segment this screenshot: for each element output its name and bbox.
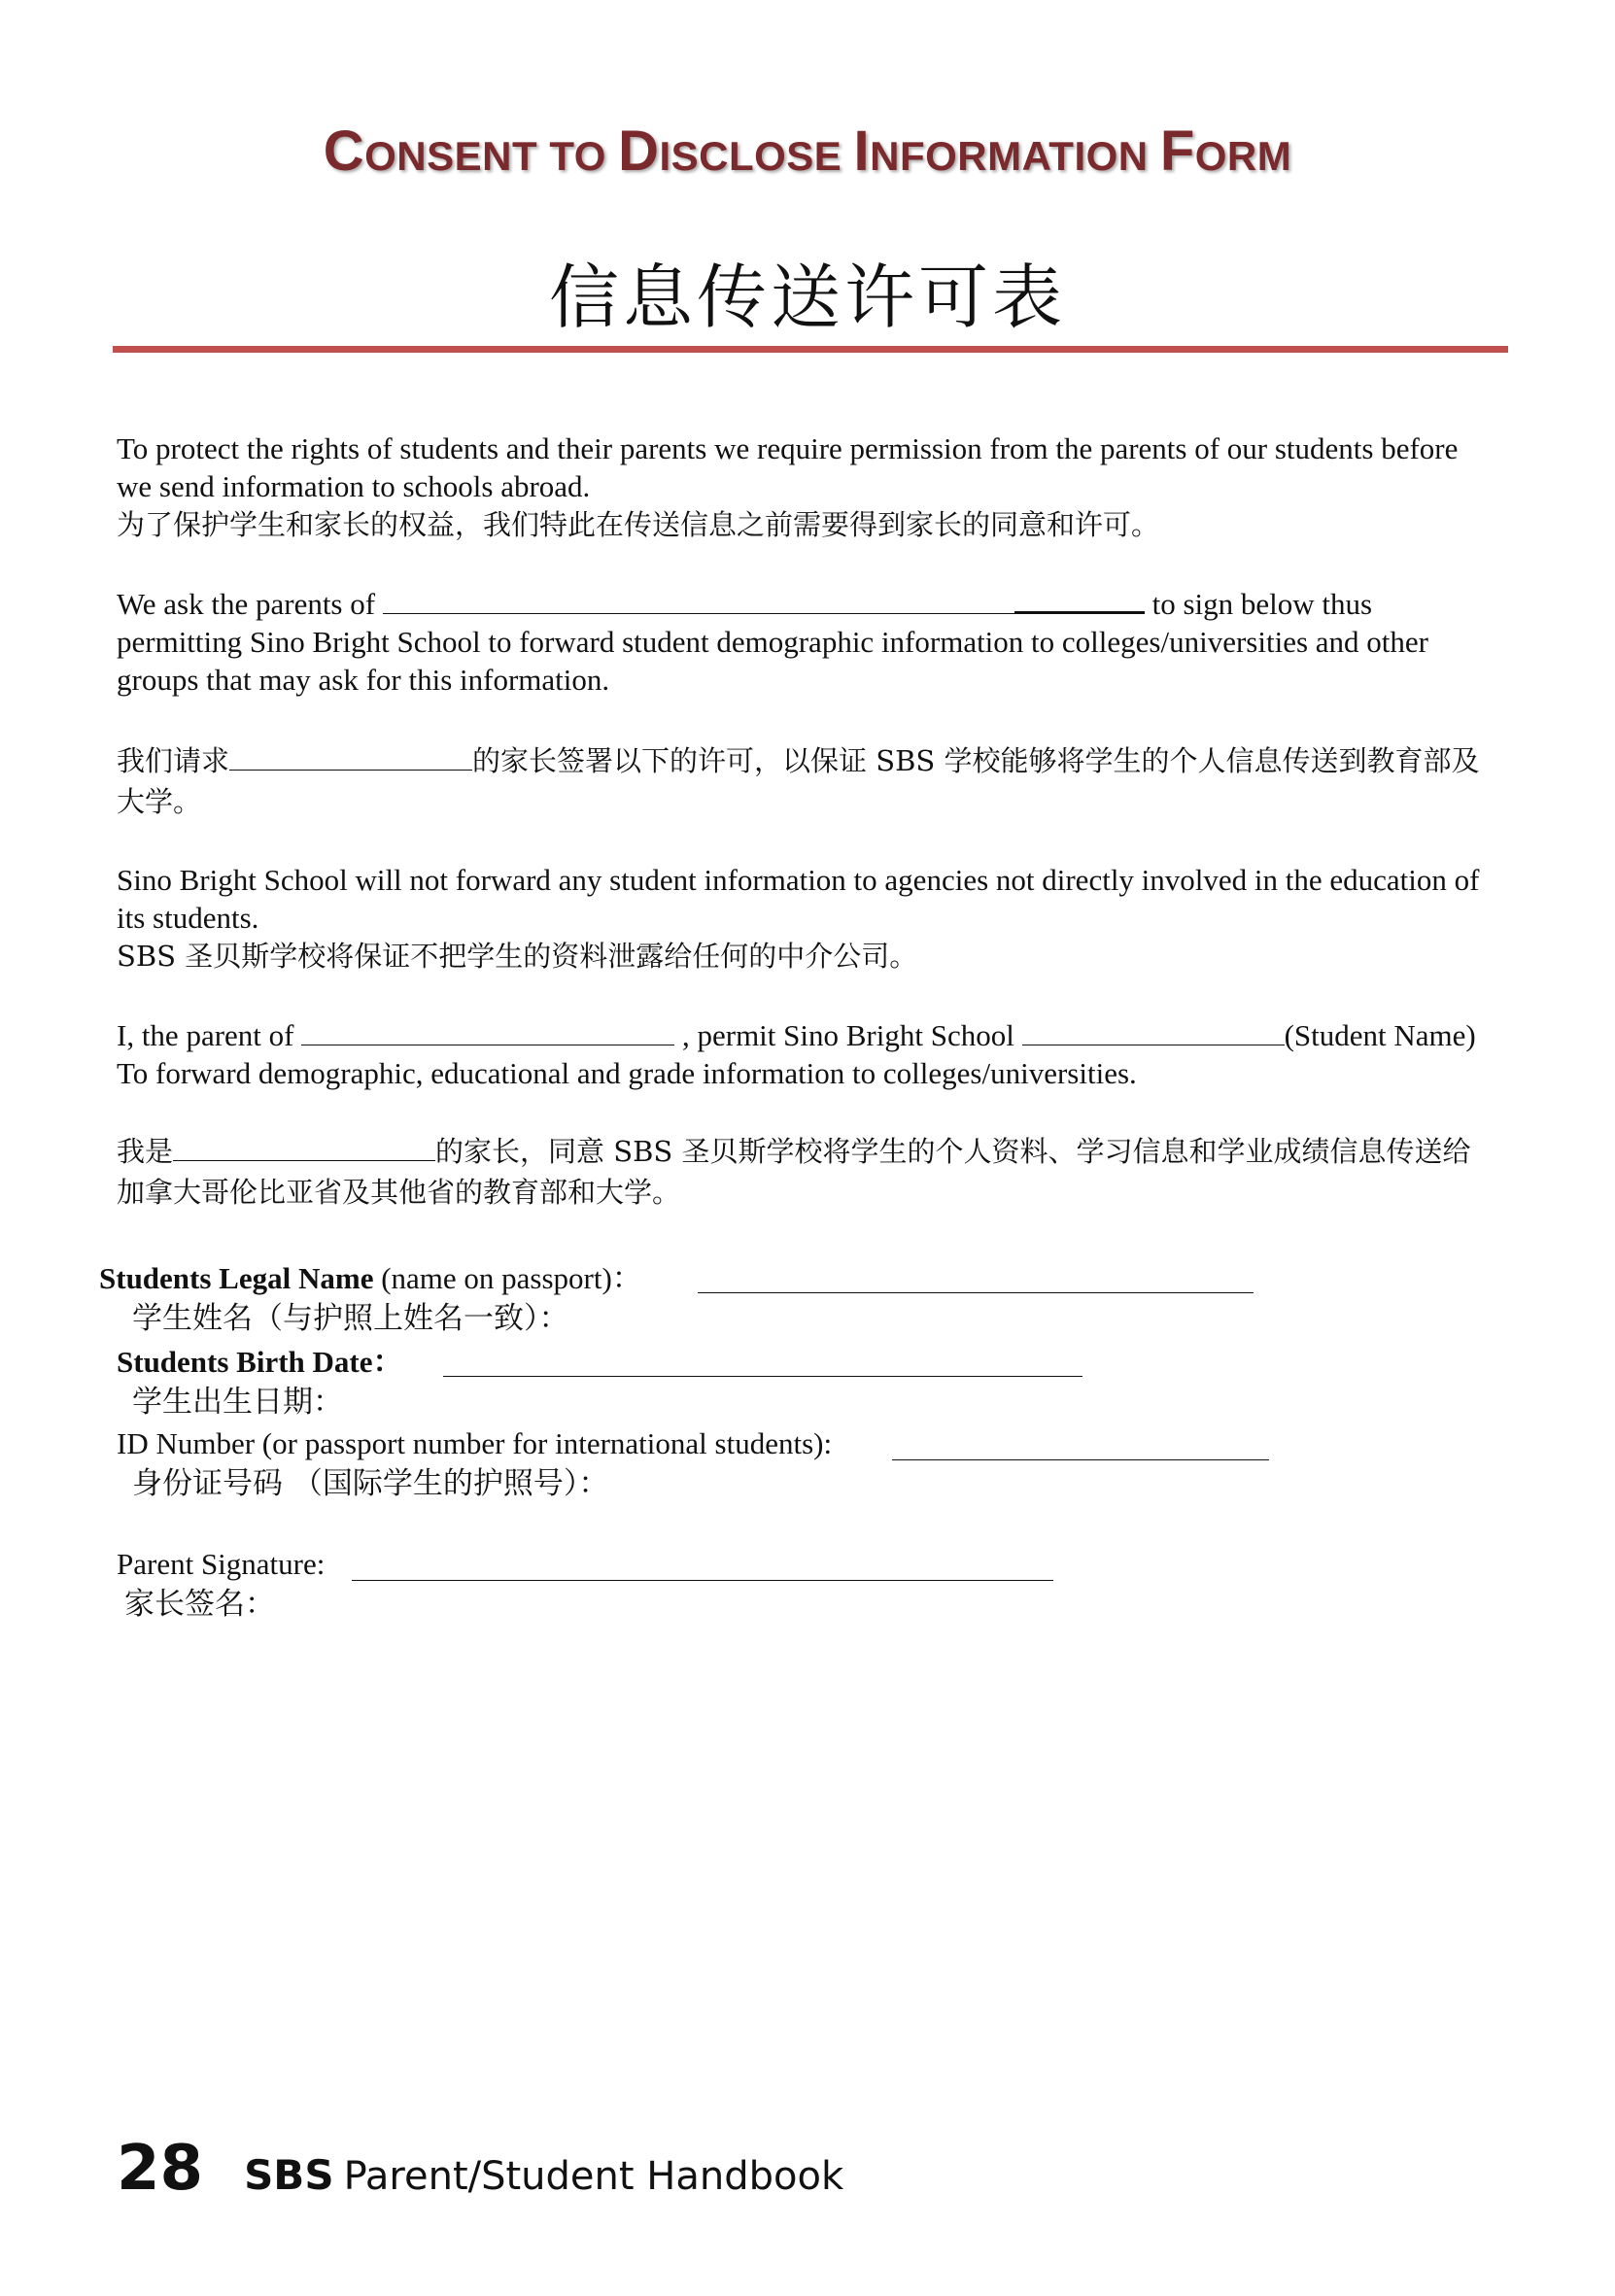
request-cn-suffix: 的家长签署以下的许可，以保证 SBS 学校能够将学生的个人信息传送到教育部及大学。 bbox=[117, 744, 1480, 818]
page-footer bbox=[117, 2133, 843, 2205]
intro-chinese: 为了保护学生和家长的权益，我们特此在传送信息之前需要得到家长的同意和许可。 bbox=[117, 508, 1160, 541]
privacy-english: Sino Bright School will not forward any student information to agencies not directly involved in the education of its students. bbox=[117, 863, 1480, 935]
id-number-field[interactable] bbox=[892, 1459, 1269, 1460]
request-paragraph-chinese bbox=[117, 740, 1496, 822]
privacy-paragraph bbox=[117, 861, 1496, 976]
student-name-blank-extension[interactable] bbox=[1014, 586, 1145, 614]
permission-paragraph-chinese bbox=[117, 1131, 1496, 1213]
intro-paragraph bbox=[117, 429, 1496, 544]
request-paragraph bbox=[117, 585, 1496, 699]
parent-signature-label: Parent Signature: bbox=[117, 1547, 326, 1581]
title-word: FORM bbox=[1159, 120, 1292, 183]
permission-suffix: (Student Name) To forward demographic, educational and grade information to colleges/universities. bbox=[117, 1018, 1476, 1090]
birth-date-label: Students Birth Date： bbox=[117, 1345, 403, 1379]
parent-signature-label-cn: 家长签名： bbox=[124, 1587, 275, 1622]
birth-date-label-cn: 学生出生日期： bbox=[132, 1385, 343, 1420]
id-number-label-cn: 身份证号码 （国际学生的护照号）： bbox=[132, 1466, 609, 1501]
student-name-blank-2[interactable] bbox=[1022, 1019, 1285, 1045]
page-number: 28 bbox=[117, 2133, 204, 2205]
permission-cn-suffix: 的家长，同意 SBS 圣贝斯学校将学生的个人资料、学习信息和学业成绩信息传送给加拿大哥伦比亚省及其他省的教育部和大学。 bbox=[117, 1135, 1471, 1209]
intro-english: To protect the rights of students and their parents we require permission from the parents of our students before we send information to schools abroad. bbox=[117, 431, 1459, 503]
permission-cn-prefix: 我是 bbox=[117, 1135, 174, 1168]
student-name-blank[interactable] bbox=[383, 588, 1014, 614]
footer-handbook-title: Parent/Student Handbook bbox=[343, 2154, 844, 2199]
privacy-chinese: SBS 圣贝斯学校将保证不把学生的资料泄露给任何的中介公司。 bbox=[117, 940, 918, 973]
title-word: CONSENT TO bbox=[323, 120, 619, 183]
permission-middle: , permit Sino Bright School bbox=[681, 1018, 1014, 1052]
legal-name-label: Students Legal Name (name on passport)： bbox=[99, 1261, 642, 1295]
id-number-label: ID Number (or passport number for international students): bbox=[117, 1426, 833, 1460]
title-divider bbox=[113, 346, 1508, 353]
request-suffix: to sign below thus permitting Sino Bright School to forward student demographic information to colleges/universities and other groups that may ask for this information. bbox=[117, 587, 1428, 697]
parent-of-blank-cn[interactable] bbox=[173, 1135, 435, 1161]
permission-prefix: I, the parent of bbox=[117, 1018, 294, 1052]
birth-date-field[interactable] bbox=[443, 1376, 1082, 1377]
request-prefix: We ask the parents of bbox=[117, 587, 376, 621]
parent-of-blank[interactable] bbox=[301, 1019, 674, 1045]
permission-paragraph bbox=[117, 1016, 1496, 1092]
form-title bbox=[0, 119, 1615, 184]
request-cn-prefix: 我们请求 bbox=[117, 744, 230, 777]
legal-name-field[interactable] bbox=[698, 1292, 1254, 1293]
footer-brand: SBS bbox=[244, 2151, 334, 2199]
title-word: INFORMATION bbox=[853, 120, 1160, 183]
legal-name-label-cn: 学生姓名（与护照上姓名一致）： bbox=[132, 1301, 569, 1336]
parent-signature-field[interactable] bbox=[352, 1580, 1053, 1581]
form-title-chinese: 信息传送许可表 bbox=[548, 257, 1066, 338]
title-word: DISCLOSE bbox=[618, 120, 854, 183]
student-name-blank-cn[interactable] bbox=[229, 744, 472, 771]
